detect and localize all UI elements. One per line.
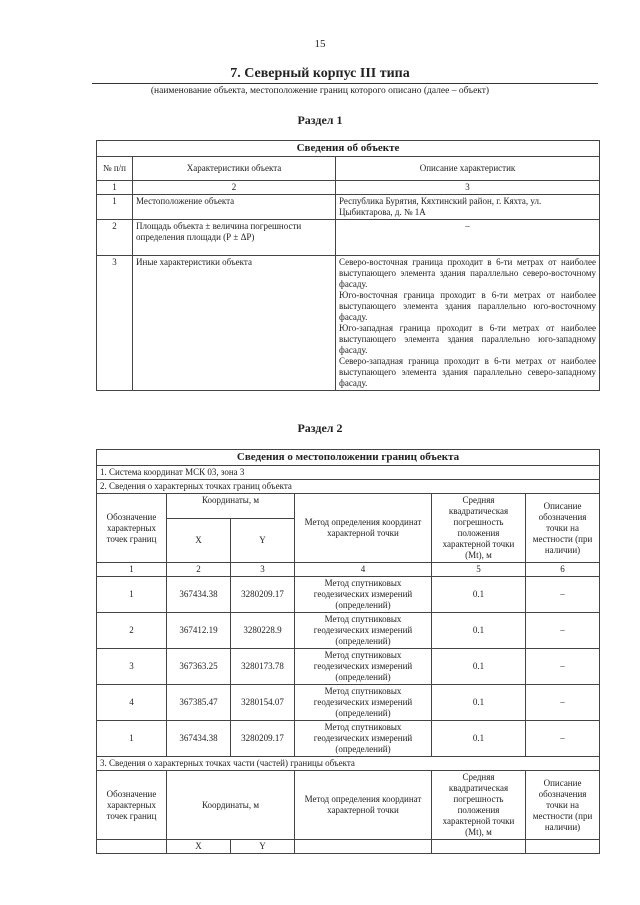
point-description: – [526,685,600,721]
point-x: 367385.47 [167,685,231,721]
col-index: 5 [432,563,526,577]
row-description [336,256,600,391]
col-char-header: Характеристики объекта [133,157,336,181]
empty-cell [97,840,167,854]
y-header: Y [231,840,295,854]
col-index: 2 [167,563,231,577]
empty-cell [432,840,526,854]
table-row [97,256,600,391]
description-header: Описание обозначения точки на местности (при наличии) [526,771,600,840]
x-header: X [167,519,231,563]
col-desc-header: Описание характеристик [336,157,600,181]
point-y: 3280228.9 [231,613,295,649]
col-num-header: № п/п [97,157,133,181]
point-id: 3 [97,649,167,685]
table-row [97,220,600,256]
point-method: Метод спутниковых геодезических измерений (определений) [295,577,432,613]
point-y: 3280173.78 [231,649,295,685]
point-description: – [526,721,600,757]
point-description: – [526,649,600,685]
page-number: 15 [314,38,326,50]
table-row [97,685,600,721]
boundary-description: Юго-западная граница проходит в 6-ти метрах от наиболее выступающего элемента здания параллельно юго-западному фасаду. [339,323,597,355]
object-subtitle: (наименование объекта, местоположение границ которого описано (далее – объект) [150,86,490,96]
method-header: Метод определения координат характерной точки [295,771,432,840]
point-accuracy: 0.1 [432,577,526,613]
table-row [97,577,600,613]
boundaries-table-title: Сведения о местоположении границ объекта [97,450,600,466]
object-info-table-title: Сведения об объекте [97,141,600,157]
point-accuracy: 0.1 [432,721,526,757]
point-accuracy: 0.1 [432,649,526,685]
point-method: Метод спутниковых геодезических измерений (определений) [295,613,432,649]
point-description: – [526,577,600,613]
description-header: Описание обозначения точки на местности (при наличии) [526,494,600,563]
point-id: 2 [97,613,167,649]
empty-cell [526,840,600,854]
point-x: 367434.38 [167,721,231,757]
boundary-description: Северо-восточная граница проходит в 6-ти метрах от наиболее выступающего элемента здания параллельно северо-восточному фасаду. [339,257,597,289]
row-number: 3 [97,256,133,391]
part-points-section-line: 3. Сведения о характерных точках части (частей) границы объекта [97,757,600,771]
row-description: – [336,220,600,256]
coord-system-line: 1. Система координат МСК 03, зона 3 [97,466,600,480]
object-info-table [96,140,600,391]
boundary-description: Юго-восточная граница проходит в 6-ти метрах от наиболее выступающего элемента здания параллельно юго-восточному фасаду. [339,290,597,322]
point-y: 3280209.17 [231,577,295,613]
point-x: 367434.38 [167,577,231,613]
col-index: 1 [97,563,167,577]
point-id: 1 [97,577,167,613]
points-section-line: 2. Сведения о характерных точках границ объекта [97,480,600,494]
x-header: X [167,840,231,854]
empty-cell [295,840,432,854]
table-row [97,195,600,220]
col-index: 2 [133,181,336,195]
point-y: 3280209.17 [231,721,295,757]
point-x: 367363.25 [167,649,231,685]
accuracy-header: Средняя квадратическая погрешность положения характерной точки (Mt), м [432,494,526,563]
title-underline [92,83,598,84]
col-index: 3 [336,181,600,195]
table-row [97,613,600,649]
point-description: – [526,613,600,649]
table-row [97,649,600,685]
table-row [97,721,600,757]
point-header: Обозначение характерных точек границ [97,494,167,563]
y-header: Y [231,519,295,563]
coords-header: Координаты, м [167,771,295,840]
point-method: Метод спутниковых геодезических измерений (определений) [295,649,432,685]
point-header: Обозначение характерных точек границ [97,771,167,840]
point-method: Метод спутниковых геодезических измерений (определений) [295,721,432,757]
method-header: Метод определения координат характерной точки [295,494,432,563]
point-accuracy: 0.1 [432,613,526,649]
col-index: 6 [526,563,600,577]
boundary-description: Северо-западная граница проходит в 6-ти метрах от наиболее выступающего элемента здания параллельно северо-западному фасаду. [339,356,597,388]
row-number: 1 [97,195,133,220]
accuracy-header: Средняя квадратическая погрешность положения характерной точки (Mt), м [432,771,526,840]
point-id: 1 [97,721,167,757]
col-index: 3 [231,563,295,577]
point-y: 3280154.07 [231,685,295,721]
point-method: Метод спутниковых геодезических измерений (определений) [295,685,432,721]
row-characteristic: Местоположение объекта [133,195,336,220]
section1-title: Раздел 1 [297,113,343,127]
coords-header: Координаты, м [167,494,295,519]
object-title: 7. Северный корпус III типа [230,66,410,81]
row-description: Республика Бурятия, Кяхтинский район, г. Кяхта, ул. Цыбиктарова, д. № 1А [336,195,600,220]
col-index: 4 [295,563,432,577]
row-characteristic: Иные характеристики объекта [133,256,336,391]
col-index: 1 [97,181,133,195]
point-id: 4 [97,685,167,721]
row-number: 2 [97,220,133,256]
point-accuracy: 0.1 [432,685,526,721]
section2-title: Раздел 2 [297,421,343,435]
boundaries-table [96,449,600,854]
row-characteristic: Площадь объекта ± величина погрешности определения площади (Р ± ΔР) [133,220,336,256]
point-x: 367412.19 [167,613,231,649]
